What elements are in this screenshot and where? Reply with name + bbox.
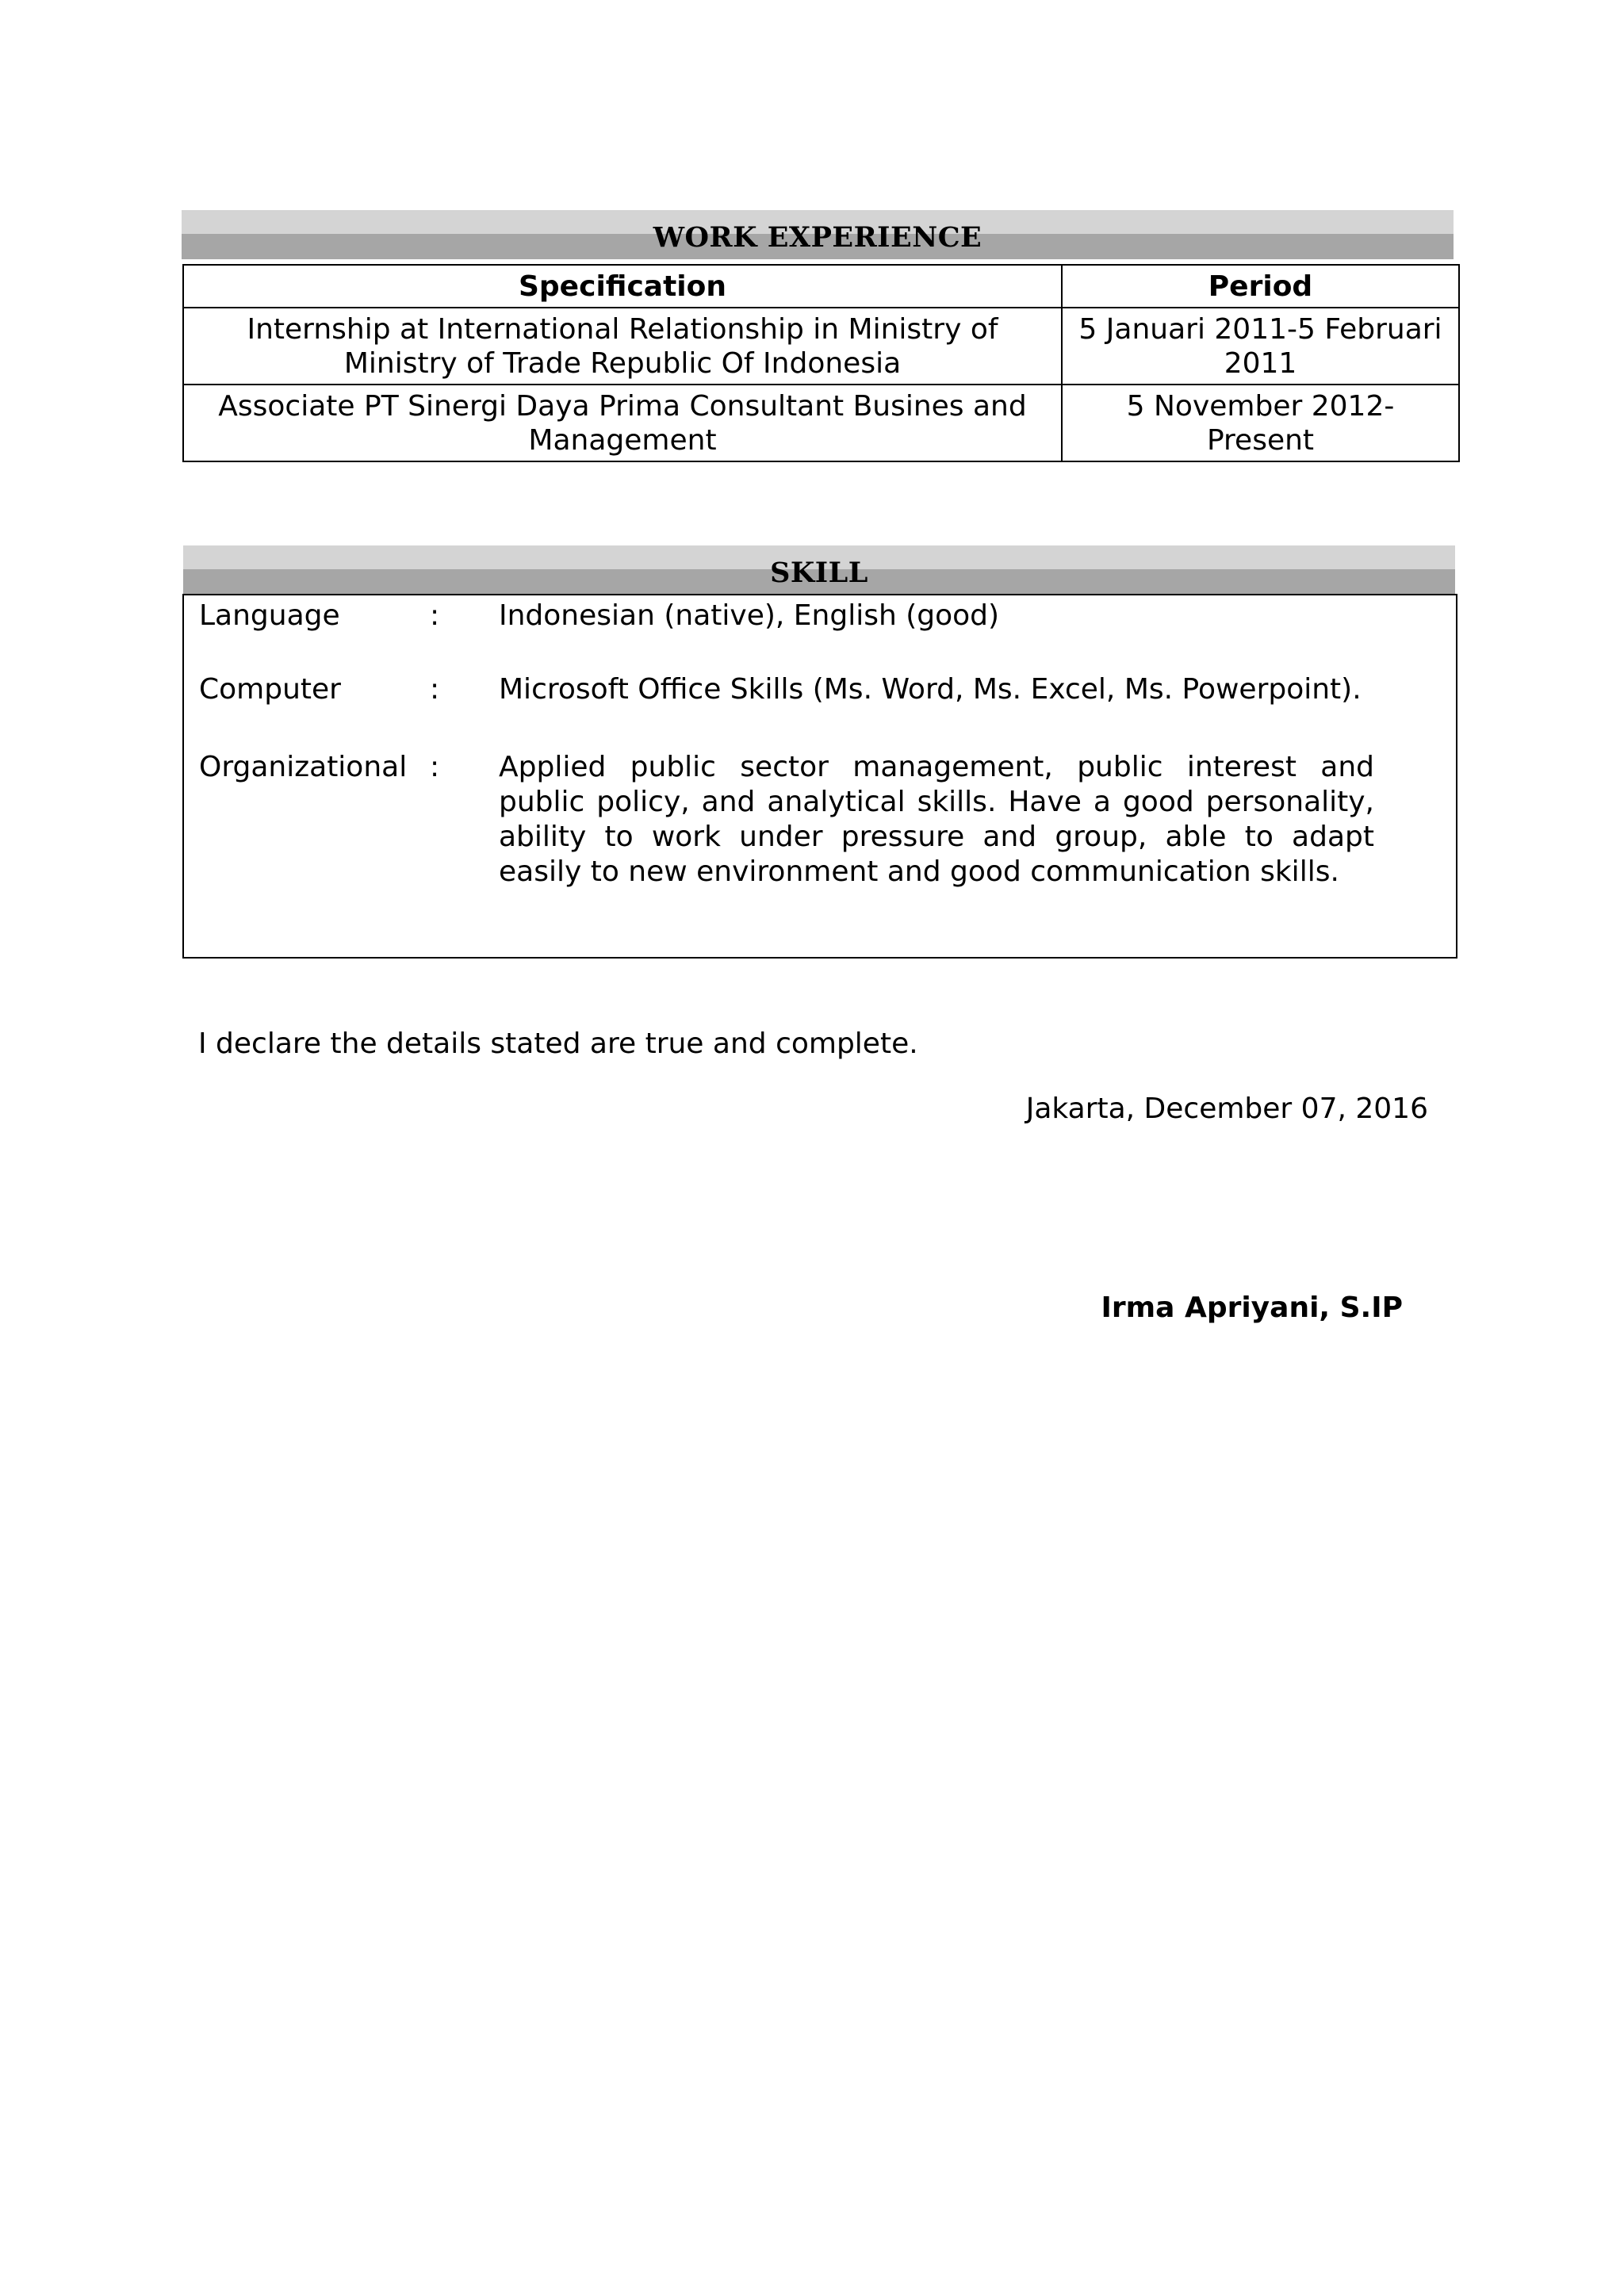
skill-header	[183, 545, 1455, 595]
work-experience-header	[182, 210, 1454, 259]
skill-separator: :	[430, 673, 440, 706]
specification-cell: Internship at International Relationship in Ministry of Ministry of Trade Republic Of Indonesia	[183, 308, 1062, 385]
skill-separator: :	[430, 599, 440, 632]
declaration-text: I declare the details stated are true and complete.	[198, 1027, 918, 1060]
skill-label: Organizational	[199, 751, 408, 783]
work-experience-title: WORK EXPERIENCE	[653, 221, 982, 254]
skill-separator: :	[430, 751, 440, 783]
skill-value: Indonesian (native), English (good)	[499, 599, 1000, 632]
skill-value: Microsoft Office Skills (Ms. Word, Ms. Excel, Ms. Powerpoint).	[499, 673, 1362, 706]
work-experience-table	[182, 264, 1460, 462]
specification-column-header: Specification	[183, 265, 1062, 308]
period-column-header: Period	[1062, 265, 1459, 308]
table-header-row	[183, 265, 1459, 308]
table-row	[183, 308, 1459, 385]
signature-name: Irma Apriyani, S.IP	[1101, 1292, 1403, 1324]
skill-title: SKILL	[770, 557, 868, 589]
place-date: Jakarta, December 07, 2016	[1025, 1093, 1428, 1125]
skill-box	[182, 594, 1457, 959]
skill-value: Applied public sector management, public interest and public policy, and analytical skills. Have a good personality, ability to work under pressure and group, able to adapt easily to new environment and good communication skills.	[499, 751, 1374, 888]
period-cell: 5 November 2012-Present	[1062, 385, 1459, 461]
table-row	[183, 385, 1459, 461]
period-cell: 5 Januari 2011-5 Februari 2011	[1062, 308, 1459, 385]
skill-label: Computer	[199, 673, 341, 706]
specification-cell: Associate PT Sinergi Daya Prima Consultant Busines and Management	[183, 385, 1062, 461]
skill-label: Language	[199, 599, 340, 632]
